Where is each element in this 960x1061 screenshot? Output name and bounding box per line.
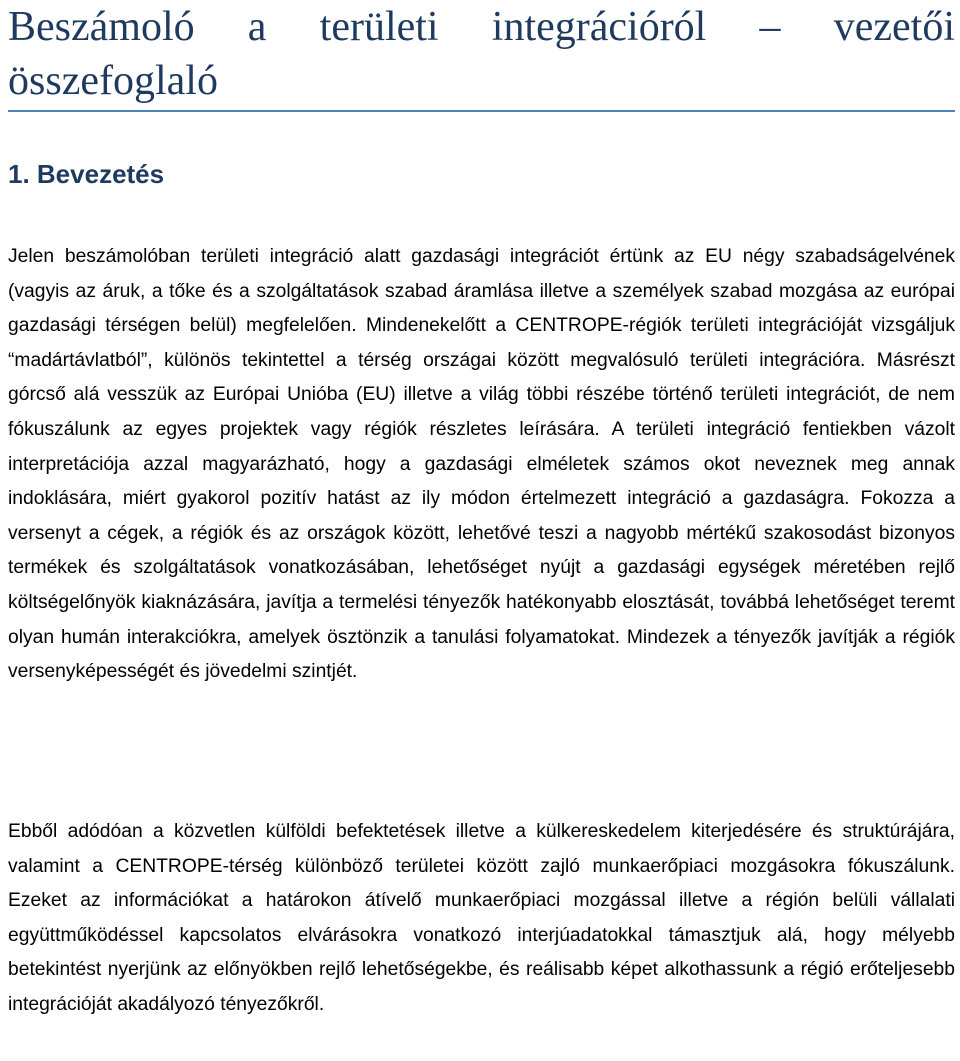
body-paragraph: Ebből adódóan a közvetlen külföldi befektetések illetve a külkereskedelem kiterjedésére és struktúrájára, valamint a CENTROPE-térség különböző területei között zajló munkaerőpiaci mozgásokra fókuszálunk. Ezeket az információkat a határokon átívelő munkaerőpiaci mozgással illetve a régión belüli vállalati együttműködéssel kapcsolatos elvárásokra vonatkozó interjúadatokkal támasztjuk alá, hogy mélyebb betekintést nyerjünk az előnyökben rejlő lehetőségekbe, és reálisabb képet alkothassunk a régió erőteljesebb integrációját akadályozó tényezőkről. [8,821,955,1015]
section-heading: 1. Bevezetés [8,159,165,189]
document-title: Beszámoló a területi integrációról – vezetői összefoglaló [8,4,955,104]
body-paragraph: Jelen beszámolóban területi integráció alatt gazdasági integrációt értünk az EU négy szabadságelvének (vagyis az áruk, a tőke és a szolgáltatások szabad áramlása illetve a személyek szabad mozgása az európai gazdasági térségen belül) megfelelően. Mindenekelőtt a CENTROPE-régiók területi integrációját vizsgáljuk “madártávlatból”, különös tekintettel a térség országai között megvalósuló területi integrációra. Másrészt górcső alá vesszük az Európai Unióba (EU) illetve a világ többi részébe történő területi integrációt, de nem fókuszálunk az egyes projektek vagy régiók részletes leírására. A területi integráció fentiekben vázolt interpretációja azzal magyarázható, hogy a gazdasági elméletek számos okot neveznek meg annak indoklására, miért gyakorol pozitív hatást az ily módon értelmezett integráció a gazdaságra. Fokozza a versenyt a cégek, a régiók és az országok között, lehetővé teszi a nagyobb mértékű szakosodást bizonyos termékek és szolgáltatások vonatkozásában, lehetőséget nyújt a gazdasági egységek méretében rejlő költségelőnyök kiaknázására, javítja a termelési tényezők hatékonyabb elosztását, továbbá lehetőséget teremt olyan humán interakciókra, amelyek ösztönzik a tanulási folyamatokat. Mindezek a tényezők javítják a régiók versenyképességét és jövedelmi szintjét. [8,246,955,683]
title-divider [8,110,955,112]
